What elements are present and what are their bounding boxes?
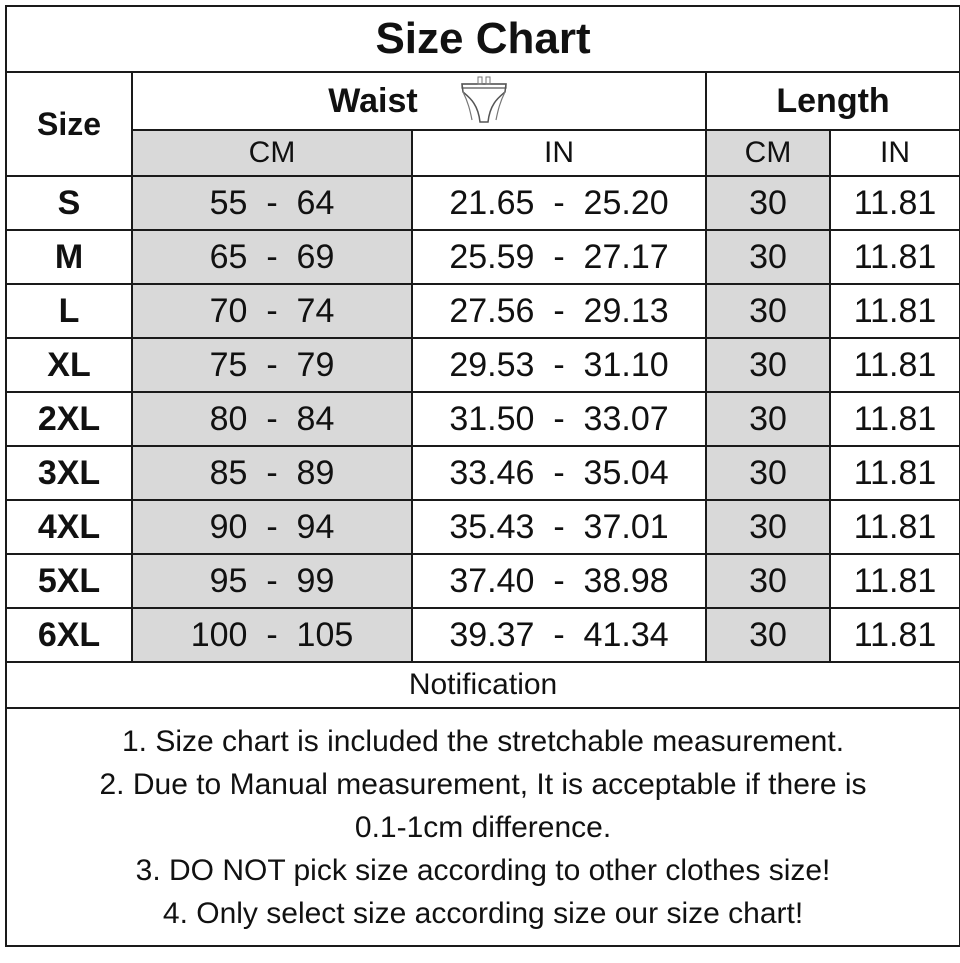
length-cm-cell: 30	[706, 608, 830, 662]
length-cm-cell: 30	[706, 338, 830, 392]
size-cell: 5XL	[6, 554, 132, 608]
chart-title: Size Chart	[6, 6, 960, 72]
waist-in-cell: 21.65 - 25.20	[412, 176, 706, 230]
length-in-cell: 11.81	[830, 338, 960, 392]
length-in-cell: 11.81	[830, 446, 960, 500]
waist-in-cell: 31.50 - 33.07	[412, 392, 706, 446]
table-row	[6, 446, 960, 500]
waist-cm-header: CM	[132, 130, 412, 176]
size-cell: S	[6, 176, 132, 230]
length-cm-cell: 30	[706, 284, 830, 338]
length-cm-cell: 30	[706, 446, 830, 500]
length-group-header: Length	[706, 72, 960, 130]
length-in-header: IN	[830, 130, 960, 176]
length-in-cell: 11.81	[830, 284, 960, 338]
length-in-cell: 11.81	[830, 500, 960, 554]
waist-cm-cell: 80 - 84	[132, 392, 412, 446]
length-cm-cell: 30	[706, 500, 830, 554]
table-row	[6, 392, 960, 446]
size-cell: XL	[6, 338, 132, 392]
waist-cm-cell: 95 - 99	[132, 554, 412, 608]
waist-in-cell: 29.53 - 31.10	[412, 338, 706, 392]
size-column-header: Size	[6, 72, 132, 176]
waist-group-header	[132, 72, 706, 130]
waist-cm-cell: 65 - 69	[132, 230, 412, 284]
waist-in-cell: 27.56 - 29.13	[412, 284, 706, 338]
length-cm-cell: 30	[706, 176, 830, 230]
length-cm-cell: 30	[706, 392, 830, 446]
waist-in-cell: 25.59 - 27.17	[412, 230, 706, 284]
waist-in-cell: 35.43 - 37.01	[412, 500, 706, 554]
table-row	[6, 230, 960, 284]
waist-cm-cell: 85 - 89	[132, 446, 412, 500]
size-cell: 4XL	[6, 500, 132, 554]
briefs-icon	[458, 76, 510, 126]
table-row	[6, 554, 960, 608]
notification-line: 3. DO NOT pick size according to other clothes size!	[135, 853, 831, 887]
table-row	[6, 608, 960, 662]
size-cell: L	[6, 284, 132, 338]
waist-cm-cell: 55 - 64	[132, 176, 412, 230]
notification-line: 0.1-1cm difference.	[354, 810, 612, 844]
waist-in-header: IN	[412, 130, 706, 176]
notification-line: 2. Due to Manual measurement, It is acceptable if there is	[99, 767, 867, 801]
size-cell: 2XL	[6, 392, 132, 446]
notification-title: Notification	[6, 662, 960, 708]
waist-cm-cell: 70 - 74	[132, 284, 412, 338]
length-cm-cell: 30	[706, 230, 830, 284]
length-in-cell: 11.81	[830, 176, 960, 230]
size-chart-table	[5, 5, 960, 947]
table-row	[6, 338, 960, 392]
length-in-cell: 11.81	[830, 230, 960, 284]
length-in-cell: 11.81	[830, 392, 960, 446]
waist-in-cell: 37.40 - 38.98	[412, 554, 706, 608]
waist-cm-cell: 90 - 94	[132, 500, 412, 554]
length-cm-cell: 30	[706, 554, 830, 608]
waist-header-label: Waist	[328, 81, 418, 120]
waist-cm-cell: 100 - 105	[132, 608, 412, 662]
waist-in-cell: 39.37 - 41.34	[412, 608, 706, 662]
length-in-cell: 11.81	[830, 554, 960, 608]
length-in-cell: 11.81	[830, 608, 960, 662]
size-cell: M	[6, 230, 132, 284]
waist-in-cell: 33.46 - 35.04	[412, 446, 706, 500]
length-cm-header: CM	[706, 130, 830, 176]
table-row	[6, 284, 960, 338]
table-row	[6, 176, 960, 230]
table-row	[6, 500, 960, 554]
size-cell: 6XL	[6, 608, 132, 662]
waist-cm-cell: 75 - 79	[132, 338, 412, 392]
notification-line: 1. Size chart is included the stretchable measurement.	[122, 724, 845, 758]
notification-line: 4. Only select size according size our size chart!	[162, 896, 804, 930]
notification-body	[6, 708, 960, 946]
size-cell: 3XL	[6, 446, 132, 500]
